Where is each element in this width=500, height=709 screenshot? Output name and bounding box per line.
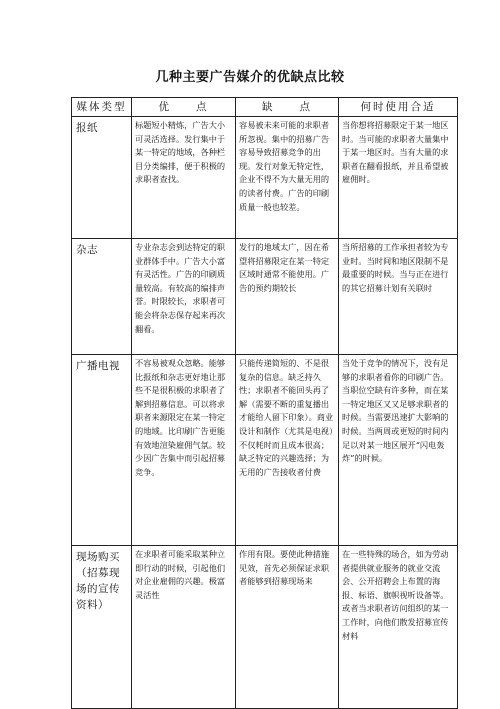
- table-header-row: [72, 98, 458, 117]
- cons-cell: 作用有限。要使此种措施见效，首先必须保证求职者能够到招募现场来: [236, 546, 339, 709]
- media-type-cell: 广播电视: [72, 355, 132, 546]
- media-type-cell: 报纸: [72, 117, 132, 239]
- header-media-type: 媒体类型: [72, 98, 132, 117]
- pros-cell: 在求职者可能采取某种立即行动的时候，引起他们对企业雇佣的兴趣。极富灵活性: [132, 546, 236, 709]
- header-cons: 缺 点: [236, 98, 339, 117]
- pros-cell: 不容易被观众忽略。能够比报纸和杂志更好地让那些不是很积极的求职者了解到招募信息。可以将求职者来源限定在某一特定的地域。比印刷广告更能有效地渲染雇佣气氛。较少因广告集中而引起招募竞争。: [132, 355, 236, 546]
- table-row: [72, 355, 458, 546]
- when-cell: 当所招募的工作承担者较为专业时。当时间和地区限制不是最重要的时候。当与正在进行的其它招募计划有关联时: [339, 239, 458, 355]
- media-type-cell: 现场购买（招募现场的宣传资料）: [72, 546, 132, 709]
- comparison-table: [71, 97, 458, 709]
- when-cell: 在一些特殊的场合，如为劳动者提供就业服务的就业交流会、公开招聘会上布置的海报、标语、旗帜视听设备等。或者当求职者访问组织的某一工作时，向他们散发招募宣传材料: [339, 546, 458, 709]
- when-cell: 当处于竞争的情况下，没有足够的求职者看你的印刷广告。当职位空缺有许多种，而在某一特定地区又又足够求职者的时候。当需要迅速扩大影响的时候。当两周或更短的时间内足以对某一地区展开“闪电轰炸”的时候。: [339, 355, 458, 546]
- pros-cell: 专业杂志会到达特定的职业群体手中。广告大小富有灵活性。广告的印刷质量较高。有较高的编排声誉。时限较长，求职者可能会将杂志保存起来再次翻看。: [132, 239, 236, 355]
- table-row: [72, 239, 458, 355]
- pros-cell: 标题短小精炼，广告大小可灵活选择。发行集中于某一特定的地域，各种栏目分类编排，便于积极的求职者查找。: [132, 117, 236, 239]
- cons-cell: 容易被未来可能的求职者所忽视。集中的招募广告容易导致招募竞争的出现。发行对象无特定性，企业不得不为大量无用的的读者付费。广告的印刷质量一般也较差。: [236, 117, 339, 239]
- page-title: 几种主要广告媒介的优缺点比较: [155, 70, 345, 85]
- table-row: [72, 546, 458, 709]
- media-type-cell: 杂志: [72, 239, 132, 355]
- when-cell: 当你想将招募限定于某一地区时。当可能的求职者大量集中于某一地区时。当有大量的求职者在翻看报纸，并且希望被雇佣时。: [339, 117, 458, 239]
- cons-cell: 发行的地域太广，因在希望将招募限定在某一特定区域时通常不能使用。广告的预约期较长: [236, 239, 339, 355]
- header-when-to-use: 何时使用合适: [339, 98, 458, 117]
- cons-cell: 只能传递简短的、不是很复杂的信息。缺乏持久性；求职者不能回头再了解（需要不断的重复播出才能给人留下印象）。商业设计和制作（尤其是电视）不仅耗时而且成本很高；缺乏特定的兴趣选择；为无用的广告接收者付费: [236, 355, 339, 546]
- header-pros: 优 点: [132, 98, 236, 117]
- table-row: [72, 117, 458, 239]
